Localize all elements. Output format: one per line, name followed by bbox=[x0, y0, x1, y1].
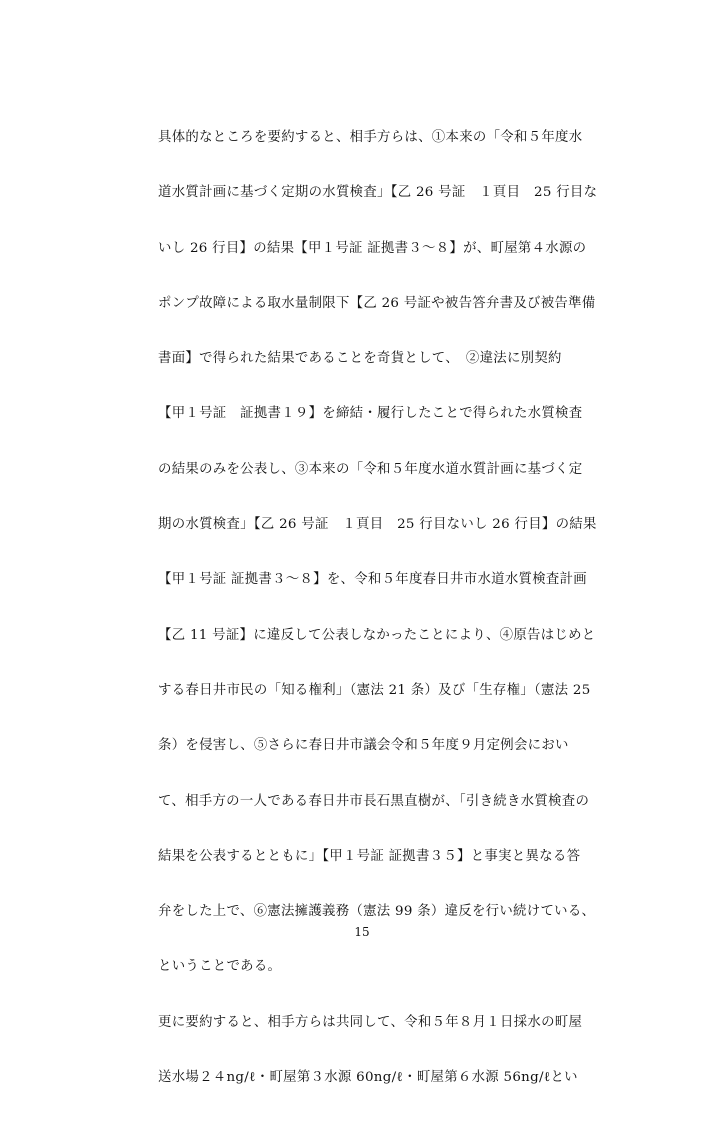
text-line-12: 条）を侵害し、⑤さらに春日井市議会令和５年度９月定例会におい bbox=[158, 738, 569, 754]
text-line-10: 【乙 11 号証】に違反して公表しなかったことにより、④原告はじめと bbox=[158, 627, 596, 643]
text-line-5: 書面】で得られた結果であることを奇貨として、 ②違法に別契約 bbox=[158, 351, 562, 367]
page-number: 15 bbox=[354, 925, 370, 939]
text-line-8: 期の水質検査」【乙 26 号証 １頁目 25 行目ないし 26 行目】の結果 bbox=[158, 517, 597, 533]
text-line-4: ポンプ故障による取水量制限下【乙 26 号証や被告答弁書及び被告準備 bbox=[158, 295, 596, 311]
text-line-7: の結果のみを公表し、③本来の「令和５年度水道水質計画に基づく定 bbox=[158, 461, 583, 477]
text-line-6: 【甲１号証 証拠書１９】を締結・履行したことで得られた水質検査 bbox=[158, 406, 583, 422]
text-line-9: 【甲１号証 証拠書３〜８】を、令和５年度春日井市水道水質検査計画 bbox=[158, 572, 587, 588]
text-line-16: ということである。 bbox=[158, 959, 282, 975]
text-line-2: 道水質計画に基づく定期の水質検査」【乙 26 号証 １頁目 25 行目な bbox=[158, 185, 598, 201]
body-text bbox=[158, 128, 628, 1123]
text-line-3: いし 26 行目】の結果【甲１号証 証拠書３〜８】が、町屋第４水源の bbox=[158, 240, 587, 256]
text-line-17: 更に要約すると、相手方らは共同して、令和５年８月１日採水の町屋 bbox=[158, 1014, 583, 1030]
text-line-11: する春日井市民の「知る権利」（憲法 21 条）及び「生存権」（憲法 25 bbox=[158, 682, 591, 698]
text-line-14: 結果を公表するとともに」【甲１号証 証拠書３５】と事実と異なる答 bbox=[158, 848, 581, 864]
text-line-13: て、相手方の一人である春日井市長石黒直樹が、「引き続き水質検査の bbox=[158, 793, 590, 809]
text-line-1: 具体的なところを要約すると、相手方らは、①本来の「令和５年度水 bbox=[158, 130, 583, 145]
text-line-15: 弁をした上で、⑥憲法擁護義務（憲法 99 条）違反を行い続けている、 bbox=[158, 904, 596, 920]
text-line-18: 送水場２４ng/ℓ・町屋第３水源 60ng/ℓ・町屋第６水源 56ng/ℓとい bbox=[158, 1070, 578, 1086]
